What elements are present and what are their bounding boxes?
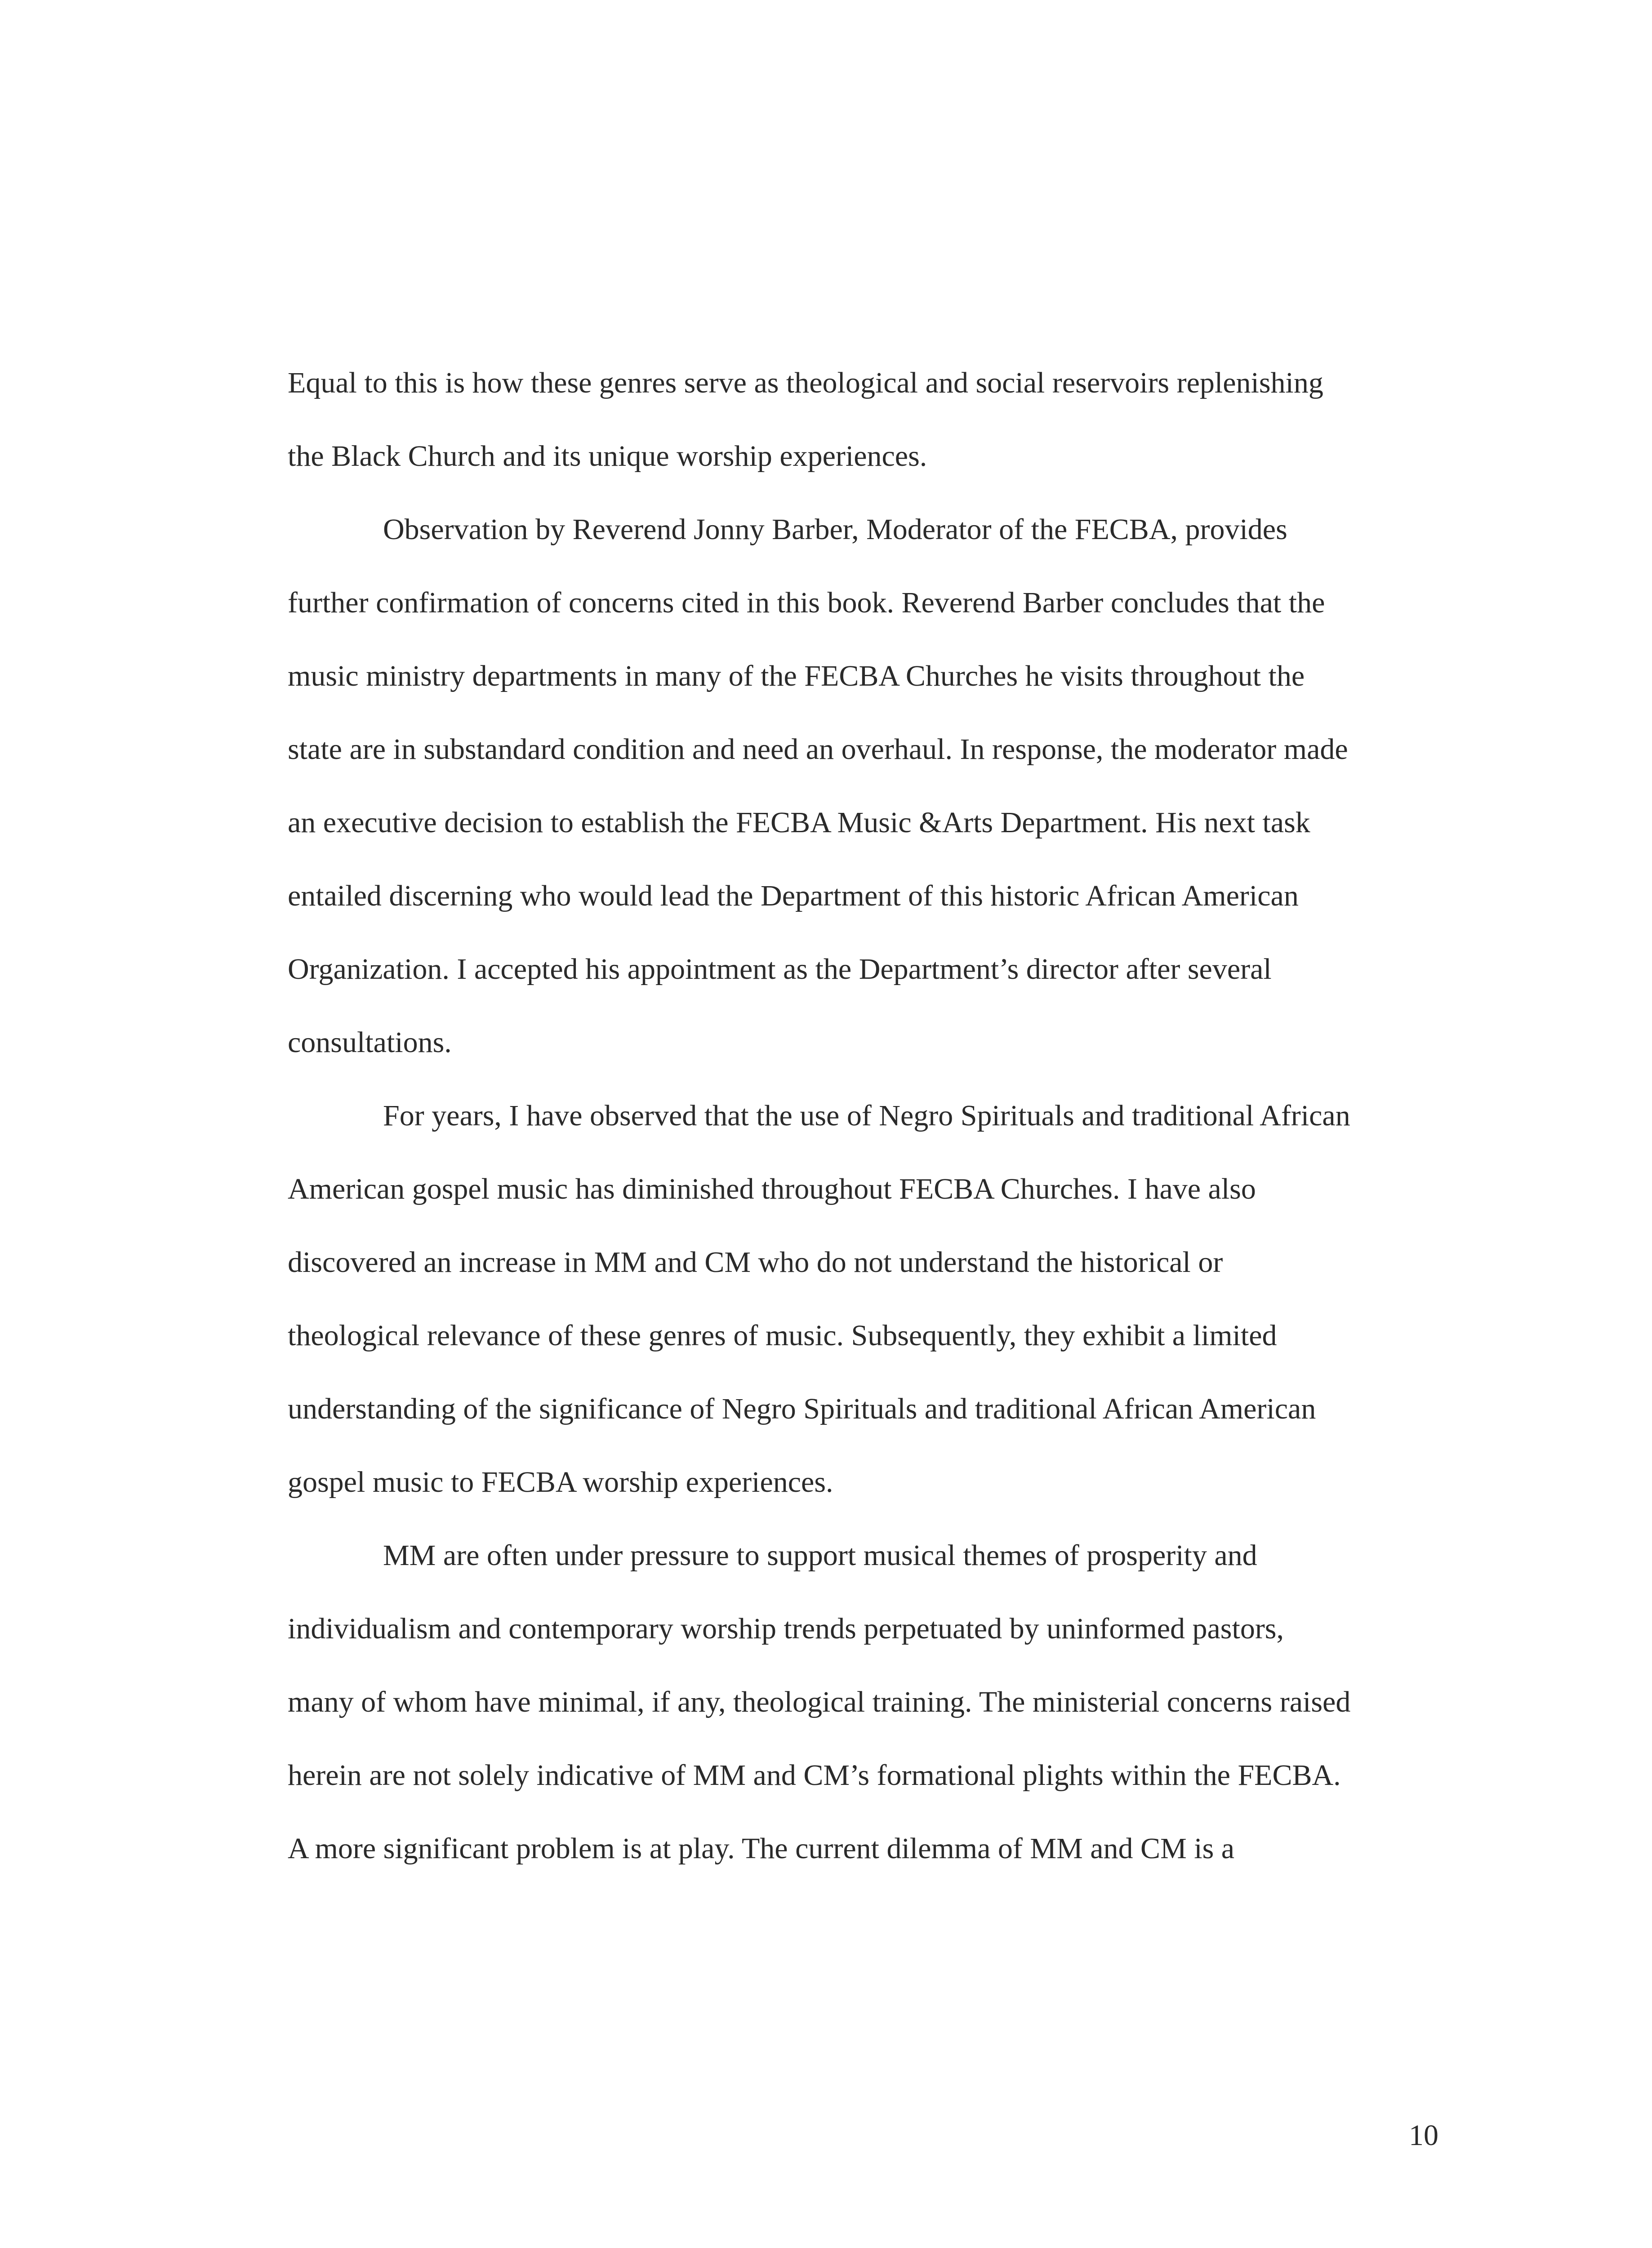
body-text — [288, 346, 1438, 1885]
text-line: gospel music to FECBA worship experiences. — [288, 1466, 833, 1499]
paragraph-first-line: Observation by Reverend Jonny Barber, Moderator of the FECBA, provides — [383, 513, 1287, 546]
page-number: 10 — [1409, 2119, 1438, 2152]
text-line: A more significant problem is at play. The current dilemma of MM and CM is a — [288, 1832, 1235, 1865]
text-line: Equal to this is how these genres serve as theological and social reservoirs replenishing — [288, 366, 1323, 399]
text-line: further confirmation of concerns cited in this book. Reverend Barber concludes that the — [288, 586, 1325, 619]
paragraph-first-line: For years, I have observed that the use of Negro Spirituals and traditional African — [383, 1099, 1350, 1132]
text-line: music ministry departments in many of the FECBA Churches he visits throughout the — [288, 660, 1305, 692]
text-line: theological relevance of these genres of music. Subsequently, they exhibit a limited — [288, 1319, 1277, 1352]
text-line: herein are not solely indicative of MM and CM’s formational plights within the FECBA. — [288, 1759, 1341, 1792]
text-line: Organization. I accepted his appointment as the Department’s director after several — [288, 953, 1272, 986]
text-line: individualism and contemporary worship trends perpetuated by uninformed pastors, — [288, 1612, 1284, 1645]
text-line: consultations. — [288, 1026, 452, 1059]
text-line: discovered an increase in MM and CM who do not understand the historical or — [288, 1246, 1223, 1279]
text-line: state are in substandard condition and need an overhaul. In response, the moderator made — [288, 733, 1348, 766]
text-line: entailed discerning who would lead the Department of this historic African American — [288, 879, 1299, 912]
paragraph-first-line: MM are often under pressure to support musical themes of prosperity and — [383, 1539, 1257, 1572]
text-line: the Black Church and its unique worship experiences. — [288, 440, 927, 473]
text-line: many of whom have minimal, if any, theological training. The ministerial concerns raised — [288, 1686, 1351, 1718]
text-line: understanding of the significance of Negro Spirituals and traditional African American — [288, 1392, 1316, 1425]
text-line: an executive decision to establish the FECBA Music &Arts Department. His next task — [288, 806, 1310, 839]
text-line: American gospel music has diminished throughout FECBA Churches. I have also — [288, 1173, 1256, 1205]
